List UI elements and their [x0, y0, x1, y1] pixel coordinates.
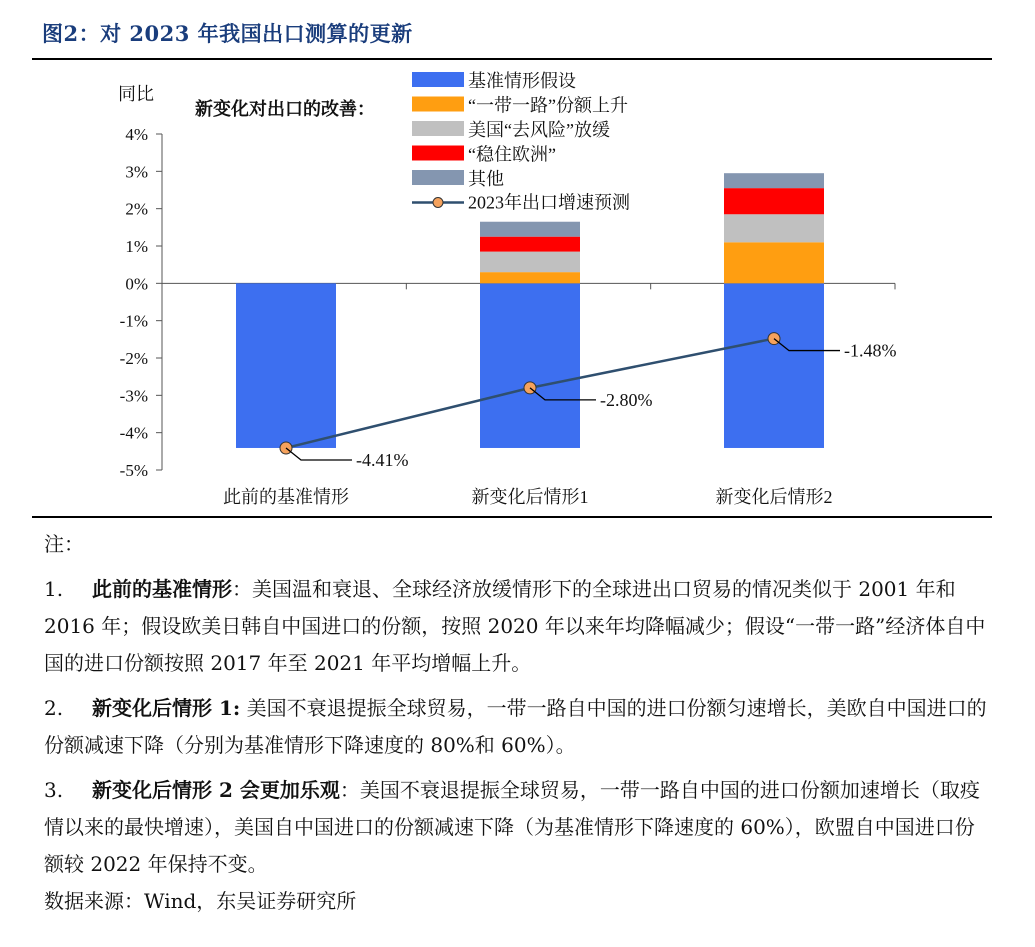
note-heading: 此前的基准情形: [92, 577, 232, 601]
data-label: -4.41%: [356, 449, 409, 470]
bar-segment: [724, 173, 824, 188]
note-text: ：美国不衰退提振全球贸易，一带一路自中国的进口份额加速增长（取疫情以来的最快增速），美国自中国进口的份额减速下降（为基准情形下降速度的 60%），欧盟自中国进口份额较 2022 年保持不变。: [44, 778, 980, 876]
figure-title: 图2：对 2023 年我国出口测算的更新: [42, 21, 413, 46]
data-label: -2.80%: [600, 389, 653, 410]
y-tick-label: -1%: [119, 311, 148, 331]
bar-segment: [480, 252, 580, 273]
note-item: [44, 690, 994, 764]
legend-label: “一带一路”份额上升: [468, 95, 628, 116]
notes-section: [44, 522, 994, 920]
bar-segment: [724, 188, 824, 214]
note-number: 2.: [44, 696, 64, 720]
legend-label: “稳住欧洲”: [468, 144, 556, 165]
legend-label: 2023年出口增速预测: [468, 192, 630, 213]
legend-swatch: [412, 170, 464, 185]
chart-subtitle: 新变化对出口的改善：: [195, 99, 375, 119]
y-tick-label: -2%: [119, 349, 148, 368]
legend-label: 其他: [468, 169, 504, 189]
bar-segment: [236, 283, 336, 448]
y-tick-label: -4%: [119, 423, 148, 443]
y-tick-label: 3%: [125, 162, 148, 182]
note-item: [44, 571, 994, 682]
legend-label: 基准情形假设: [468, 71, 576, 91]
export-forecast-chart: [0, 60, 1035, 516]
y-tick-label: 2%: [125, 199, 148, 219]
legend-swatch: [412, 97, 464, 112]
y-tick-label: 1%: [125, 237, 148, 256]
legend-swatch: [412, 72, 464, 87]
data-label: -1.48%: [844, 340, 897, 361]
note-text: ：美国温和衰退、全球经济放缓情形下的全球进出口贸易的情况类似于 2001 年和 2016 年；假设欧美日韩自中国进口的份额，按照 2020 年以来年均降幅减少；假设“一带一路”经济体自中国的进口份额按照 2017 年至 2021 年平均增幅上升。: [44, 577, 986, 675]
note-number: 3.: [44, 778, 64, 802]
legend-line-marker: [433, 198, 443, 208]
note-heading: 新变化后情形 2 会更加乐观: [92, 778, 340, 802]
bar-segment: [724, 283, 824, 448]
x-category-label: 新变化后情形1: [471, 487, 589, 507]
separator-rule: [32, 516, 992, 518]
data-source: 数据来源：Wind，东吴证券研究所: [44, 889, 357, 913]
bar-segment: [724, 214, 824, 242]
bar-segment: [480, 237, 580, 252]
y-tick-label: 0%: [125, 274, 148, 294]
legend-swatch: [412, 121, 464, 136]
y-axis-title: 同比: [118, 84, 154, 104]
x-category-label: 此前的基准情形: [223, 487, 349, 507]
bar-segment: [480, 283, 580, 448]
note-text: 美国不衰退提振全球贸易，一带一路自中国的进口份额匀速增长，美欧自中国进口的份额减速下降（分别为基准情形下降速度的 80%和 60%）。: [44, 696, 987, 757]
x-category-label: 新变化后情形2: [715, 487, 833, 507]
note-item: [44, 772, 994, 883]
data-label-leader: [286, 448, 352, 460]
bar-segment: [480, 222, 580, 237]
y-tick-label: -3%: [119, 386, 148, 406]
bar-segment: [480, 272, 580, 283]
legend-swatch: [412, 146, 464, 161]
notes-label: 注：: [44, 532, 84, 556]
note-heading: 新变化后情形 1:: [92, 696, 241, 720]
bar-segment: [724, 242, 824, 283]
note-number: 1.: [44, 577, 64, 601]
y-tick-label: 4%: [125, 125, 148, 144]
legend-label: 美国“去风险”放缓: [468, 120, 610, 140]
y-tick-label: -5%: [119, 461, 148, 480]
